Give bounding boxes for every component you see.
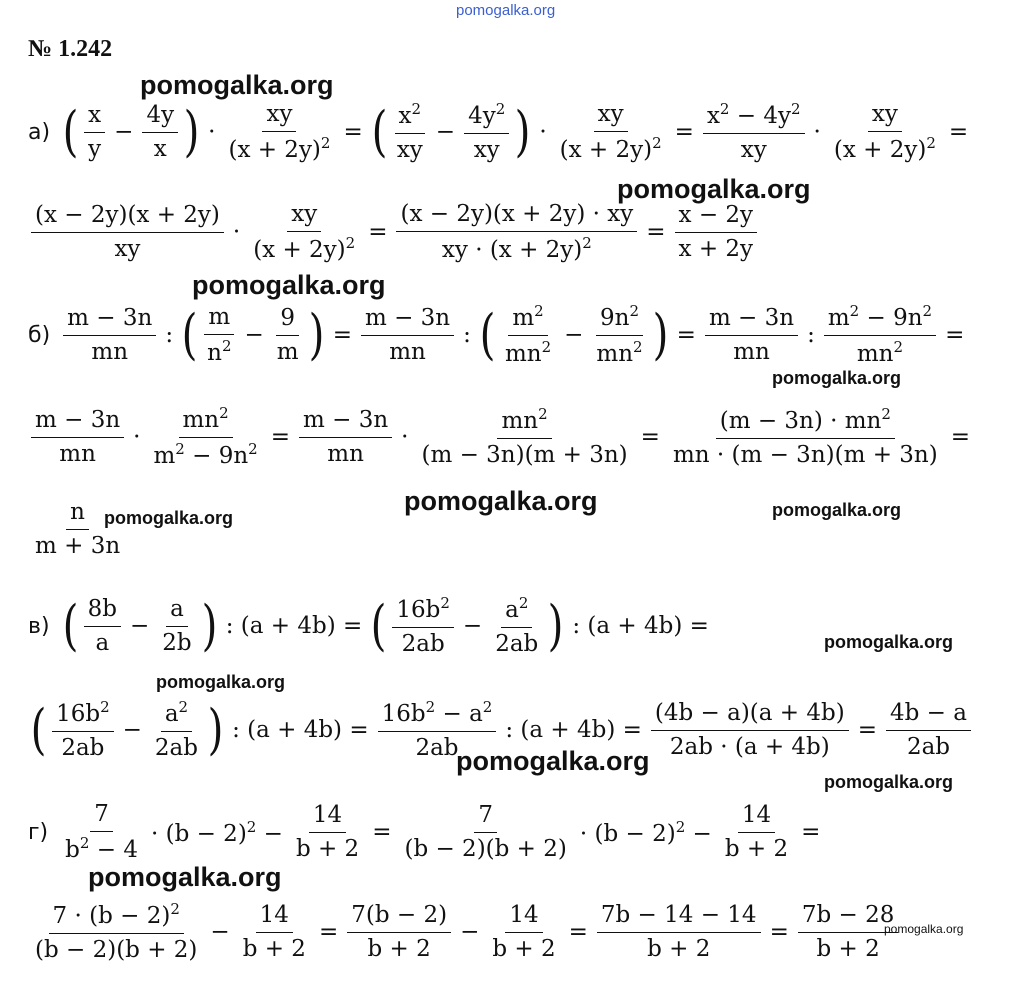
part-label-a: а) [28, 119, 51, 145]
solution-b-line-2: $\frac{m - 3n}{mn}$ · $\frac{mn^2}{m^2 - 9n^2}$ = $\frac{m - 3n}{mn}$ · $\frac{mn^2}{(m - 3n)(m + 3n)}$ = $\frac{(m - 3n) \cdot mn^2}{mn \cdot (m - 3n)(m + 3n)}$ = [28, 404, 1008, 471]
watermark: pomogalka.org [192, 270, 386, 300]
part-label-v: в) [28, 613, 50, 639]
watermark: pomogalka.org [104, 508, 234, 528]
problem-title: № 1.242 [28, 36, 113, 62]
watermark: pomogalka.org [617, 174, 811, 204]
solution-b-line-1: б) $\frac{m - 3n}{mn}$ : ( $\frac{m}{n^2}$ − $\frac{9}{m}$ ) = $\frac{m - 3n}{mn}$ : ( $\frac{m^2}{mn^2}$ − $\frac{9n^2}{mn^2}$ ) = $\frac{m - 3n}{mn}$ : $\frac{m^2 - 9n^2}{mn^2}$ = [28, 302, 965, 367]
solution-b-line-3: $\frac{n}{m + 3n}$ [35, 499, 121, 559]
solution-a-line-1: а) ( $\frac{x}{y}$ − $\frac{4y}{x}$ ) · $\frac{xy}{(x + 2y)^2}$ = ( $\frac{x^2}{xy}$ − $\frac{4y^2}{xy}$ ) · $\frac{xy}{(x + 2y)^2}$ = $\frac{x^2 - 4y^2}{xy}$ · $\frac{xy}{(x + 2y)^2}$ = [28, 100, 969, 164]
solution-v-line-2: ( $\frac{16b^2}{2ab}$ − $\frac{a^2}{2ab}$ ) : (a + 4b) = $\frac{16b^2 - a^2}{2ab}$ : (a + 4b) = $\frac{(4b - a)(a + 4b)}{2ab \cdot (a + 4b)}$ = $\frac{4b - a}{2ab}$ [28, 698, 1008, 763]
part-label-g: г) [28, 819, 49, 845]
solution-a-line-2: $\frac{(x - 2y)(x + 2y)}{xy}$ · $\frac{xy}{(x + 2y)^2}$ = $\frac{(x - 2y)(x + 2y) \cdot xy}{xy \cdot (x + 2y)^2}$ = $\frac{x - 2y}{x + 2y}$ [28, 200, 1008, 265]
watermark: pomogalka.org [140, 70, 334, 100]
watermark: pomogalka.org [824, 632, 954, 652]
solution-v-line-1: в) ( $\frac{8b}{a}$ − $\frac{a}{2b}$ ) : (a + 4b) = ( $\frac{16b^2}{2ab}$ − $\frac{a^2}{2ab}$ ) : (a + 4b) = [28, 594, 709, 658]
watermark: pomogalka.org [88, 862, 282, 892]
solution-g-line-1: г) $\frac{7}{b^2 - 4}$ · $(b - 2)^2$ − $\frac{14}{b + 2}$ = $\frac{7}{(b - 2)(b + 2)}$ · $(b - 2)^2$ − $\frac{14}{b + 2}$ = [28, 801, 821, 863]
watermark-top[interactable]: pomogalka.org [456, 2, 556, 19]
watermark: pomogalka.org [824, 772, 954, 792]
solution-g-line-2: $\frac{7 \cdot (b - 2)^2}{(b - 2)(b + 2)}$ − $\frac{14}{b + 2}$ = $\frac{7(b - 2)}{b + 2}$ − $\frac{14}{b + 2}$ = $\frac{7b - 14 - 14}{b + 2}$ = $\frac{7b - 28}{b + 2}$ [28, 900, 1008, 965]
part-label-b: б) [28, 322, 51, 348]
watermark: pomogalka.org [456, 746, 650, 776]
watermark: pomogalka.org [404, 486, 598, 516]
watermark: pomogalka.org [772, 368, 902, 388]
watermark: pomogalka.org [772, 500, 902, 520]
watermark: pomogalka.org [156, 672, 286, 692]
watermark: pomogalka.org [884, 922, 964, 936]
